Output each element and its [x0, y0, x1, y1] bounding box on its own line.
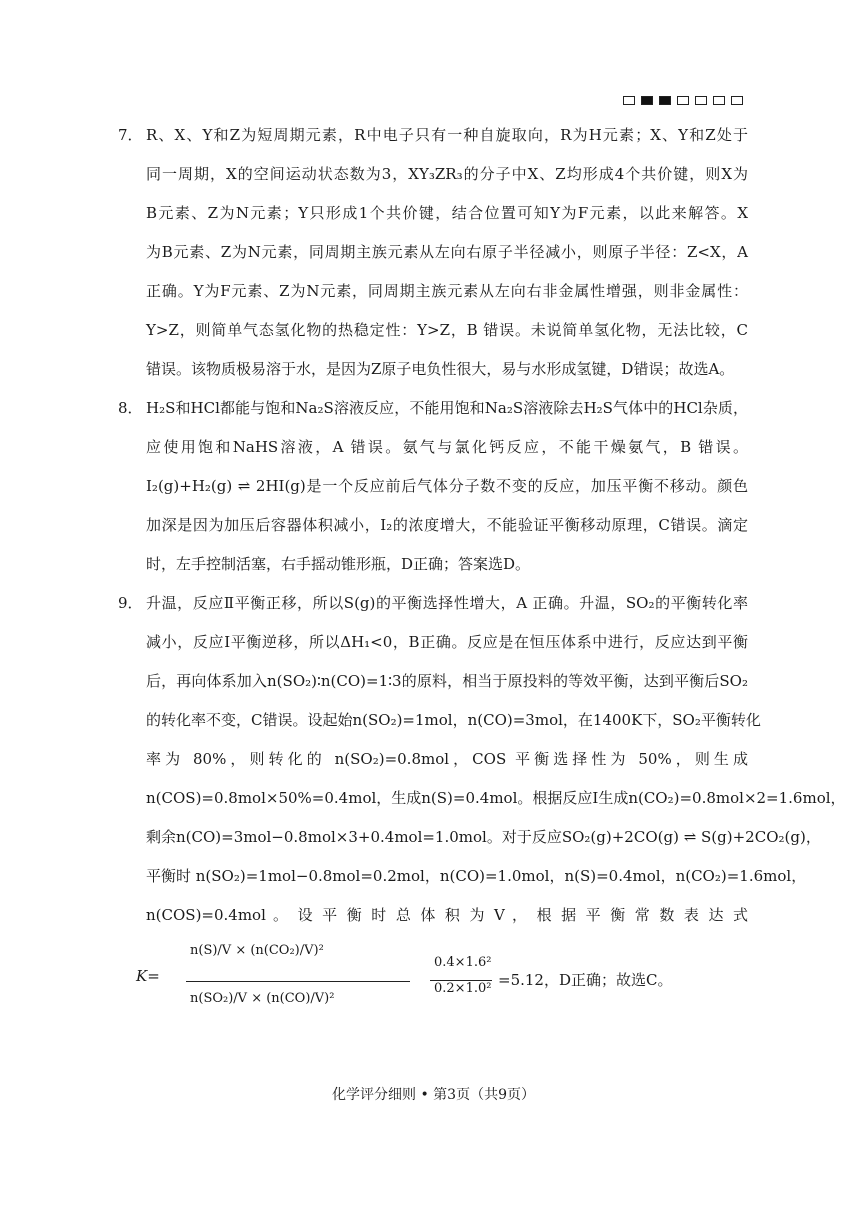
page-mark-empty	[695, 96, 707, 105]
page-mark-filled	[659, 96, 671, 105]
text-line: 升温，反应Ⅱ平衡正移，所以S(g)的平衡选择性增大，A 正确。升温，SO₂的平衡转化率	[146, 594, 748, 612]
text-line: 减小，反应Ⅰ平衡逆移，所以ΔH₁<0，B正确。反应是在恒压体系中进行，反应达到平衡	[146, 633, 748, 651]
calc-numerator: 0.4×1.6²	[434, 955, 492, 970]
text-line: 剩余n(CO)=3mol−0.8mol×3+0.4mol=1.0mol。对于反应SO₂(g)+2CO(g) ⇌ S(g)+2CO₂(g)，	[146, 828, 821, 846]
k-label: K=	[136, 967, 160, 985]
text-line: I₂(g)+H₂(g) ⇌ 2HI(g)是一个反应前后气体分子数不变的反应，加压平衡不移动。颜色	[146, 477, 748, 495]
answer-item	[118, 584, 846, 1037]
page-mark-empty	[623, 96, 635, 105]
answer-content	[118, 116, 846, 1037]
formula-numerator: n(S)/V × (n(CO₂)/V)²	[190, 943, 324, 958]
text-line: 后，再向体系加入n(SO₂)∶n(CO)=1∶3的原料，相当于原投料的等效平衡，达到平衡后SO₂	[146, 672, 748, 690]
text-line: 同一周期，X的空间运动状态数为3，XY₃ZR₃的分子中X、Z均形成4个共价键，则X为	[146, 165, 748, 183]
text-line: 为B元素、Z为N元素，同周期主族元素从左向右原子半径减小，则原子半径：Z<X，A	[146, 243, 748, 261]
item-number: 7．	[118, 126, 143, 144]
answer-item	[118, 389, 748, 584]
text-line: n(COS)=0.8mol×50%=0.4mol，生成n(S)=0.4mol。根据反应Ⅰ生成n(CO₂)=0.8mol×2=1.6mol，	[146, 789, 846, 807]
page-mark-empty	[677, 96, 689, 105]
item-number: 9．	[118, 594, 143, 612]
text-line: 率为 80%，则转化的 n(SO₂)=0.8mol，COS 平衡选择性为 50%，则生成	[146, 750, 748, 768]
formula-denominator: n(SO₂)/V × (n(CO)/V)²	[190, 991, 335, 1006]
formula-result: =5.12，D正确；故选C。	[498, 971, 673, 989]
text-line: n(COS)=0.4mol 。 设 平 衡 时 总 体 积 为 V ， 根 据 平 衡 常 数 表 达 式	[146, 906, 748, 924]
equilibrium-constant-formula	[118, 935, 748, 1037]
text-line: H₂S和HCl都能与饱和Na₂S溶液反应，不能用饱和Na₂S溶液除去H₂S气体中的HCl杂质，	[146, 399, 748, 417]
text-line: 正确。Y为F元素、Z为N元素，同周期主族元素从左向右非金属性增强，则非金属性：	[146, 282, 748, 300]
calc-denominator: 0.2×1.0²	[434, 981, 492, 996]
text-line: 平衡时 n(SO₂)=1mol−0.8mol=0.2mol，n(CO)=1.0mol，n(S)=0.4mol，n(CO₂)=1.6mol，	[146, 867, 807, 885]
page-indicator-marks	[623, 96, 743, 105]
text-line: 加深是因为加压后容器体积减小，I₂的浓度增大，不能验证平衡移动原理，C错误。滴定	[146, 516, 748, 534]
page-footer: 化学评分细则 • 第3页（共9页）	[332, 1087, 535, 1103]
page-mark-filled	[641, 96, 653, 105]
fraction-bar	[186, 981, 410, 982]
text-line: 应使用饱和NaHS溶液，A 错误。氨气与氯化钙反应，不能干燥氨气，B 错误。	[146, 438, 748, 456]
item-number: 8．	[118, 399, 143, 417]
page-mark-empty	[713, 96, 725, 105]
text-line: Y>Z，则简单气态氢化物的热稳定性：Y>Z，B 错误。未说简单氢化物，无法比较，C	[146, 321, 748, 339]
text-line: R、X、Y和Z为短周期元素，R中电子只有一种自旋取向，R为H元素；X、Y和Z处于	[146, 126, 748, 144]
text-line: B元素、Z为N元素；Y只形成1个共价键，结合位置可知Y为F元素，以此来解答。X	[146, 204, 748, 222]
answer-item	[118, 116, 748, 389]
text-line: 错误。该物质极易溶于水，是因为Z原子电负性很大，易与水形成氢键，D错误；故选A。	[146, 360, 735, 378]
text-line: 的转化率不变，C错误。设起始n(SO₂)=1mol，n(CO)=3mol，在1400K下，SO₂平衡转化	[146, 711, 761, 729]
page-mark-empty	[731, 96, 743, 105]
text-line: 时，左手控制活塞，右手摇动锥形瓶，D正确；答案选D。	[146, 555, 531, 573]
